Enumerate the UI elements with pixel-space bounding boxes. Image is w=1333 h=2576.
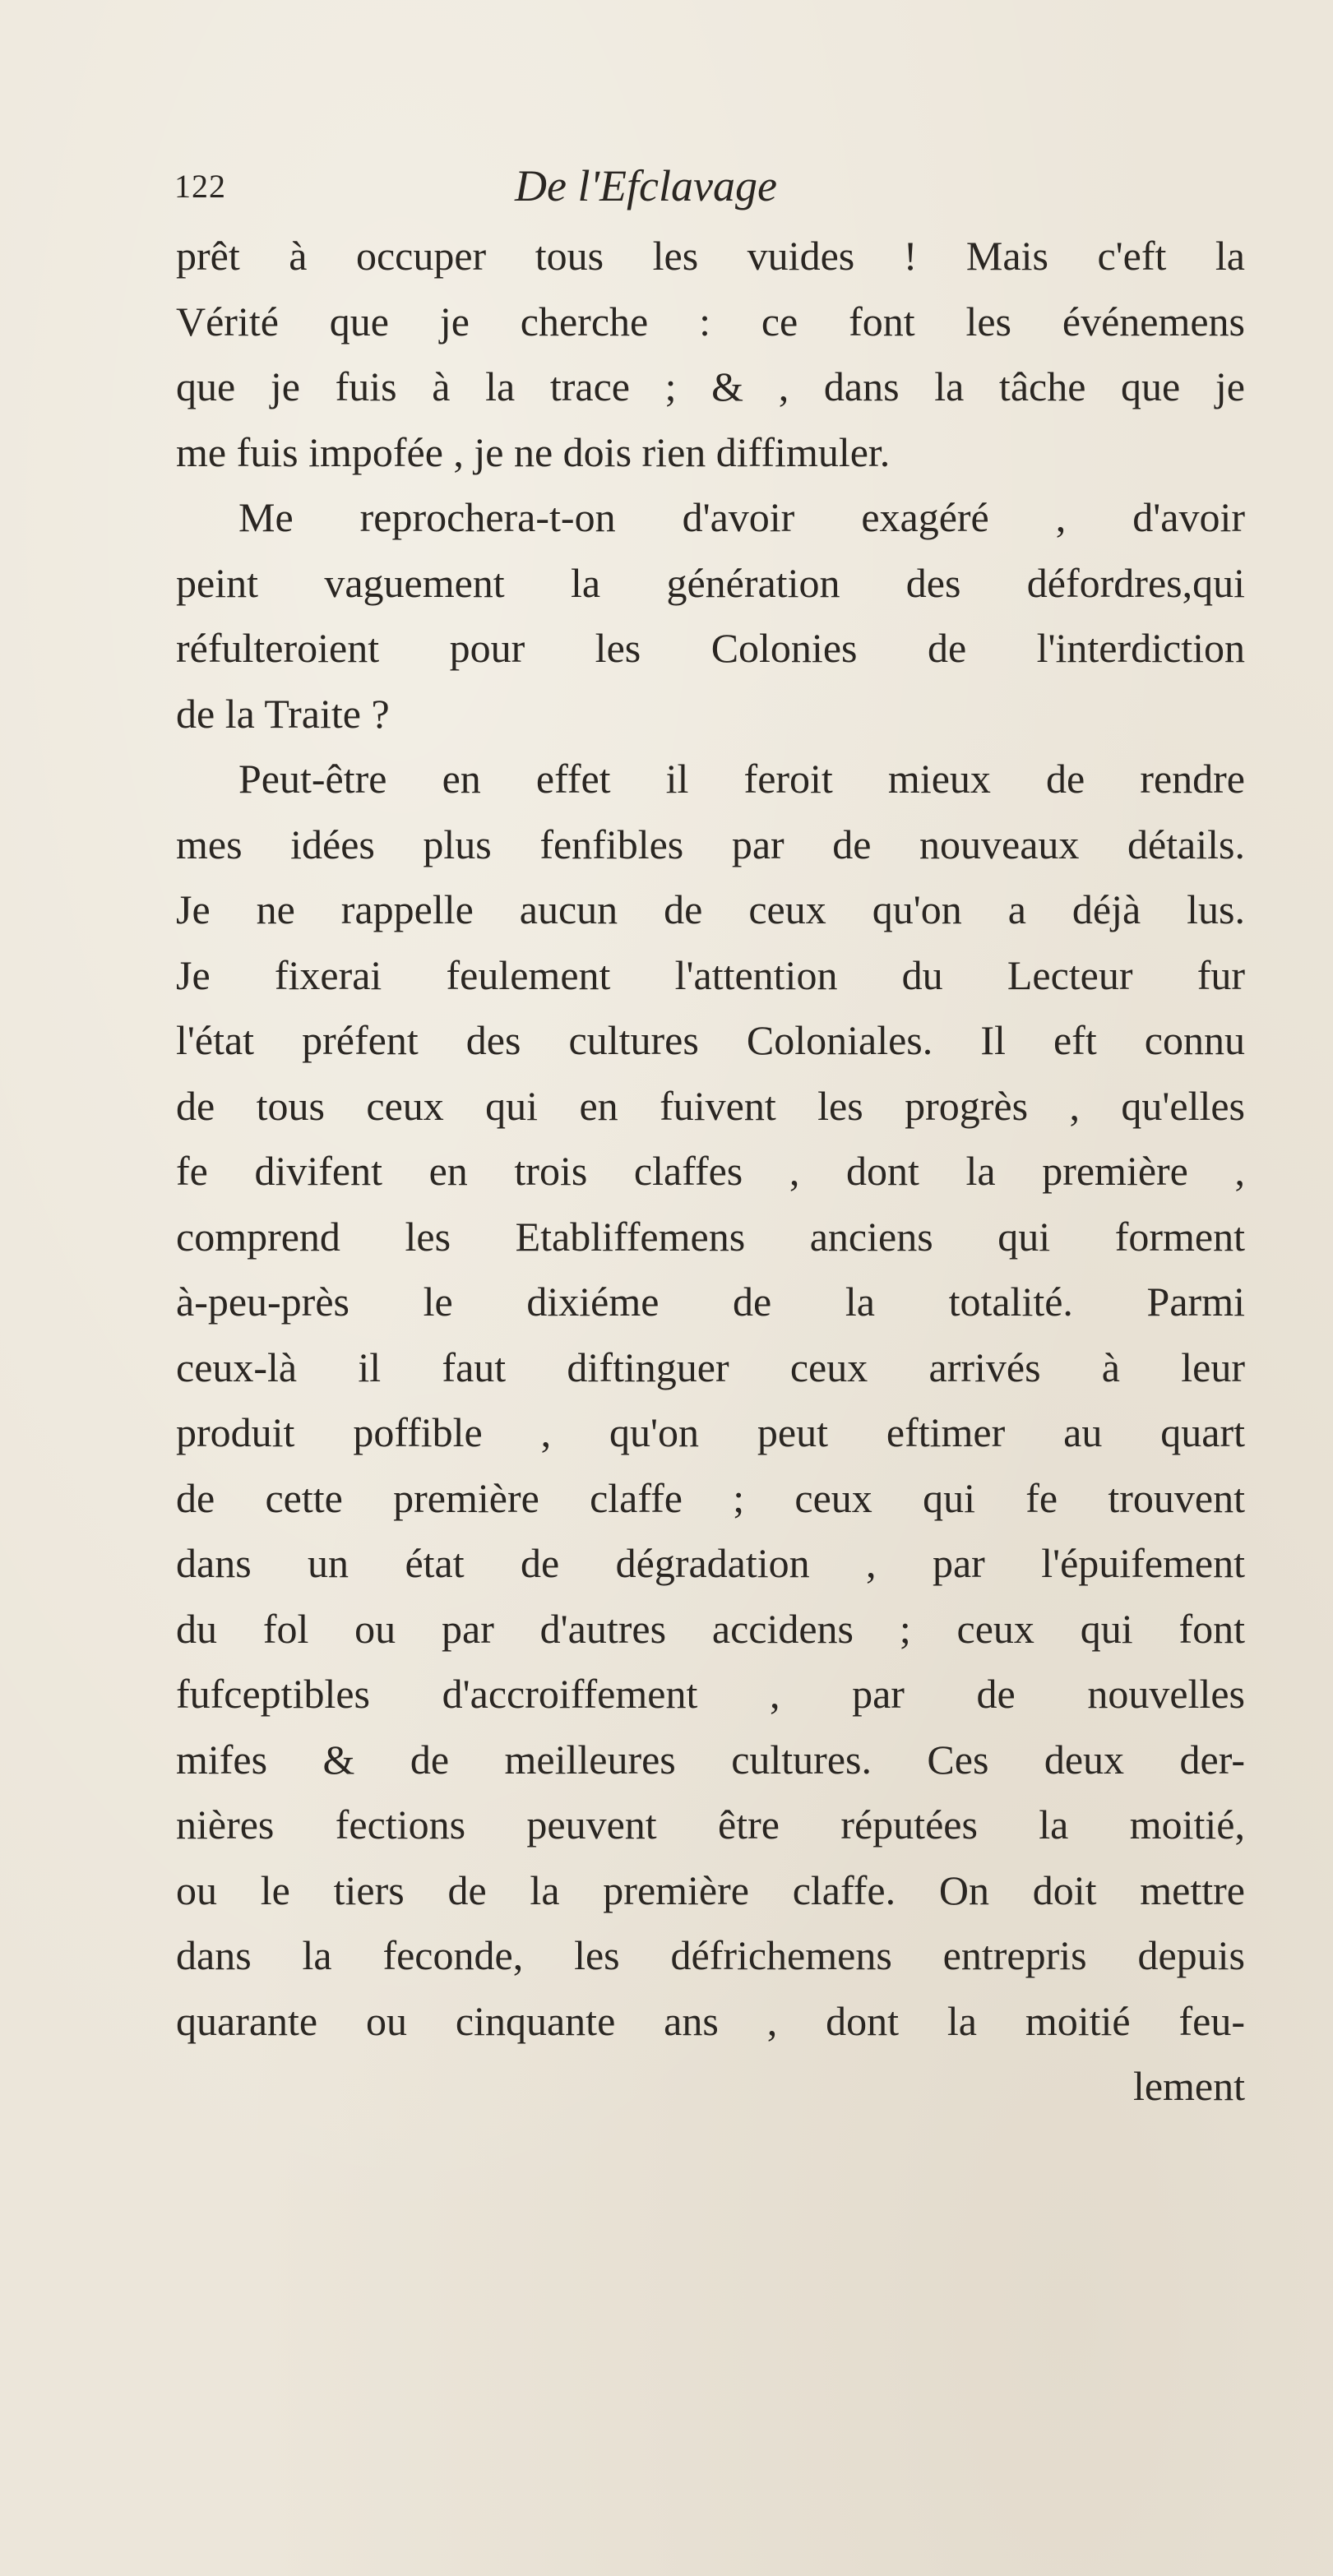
text-line: de cette première claffe ; ceux qui fe trouvent bbox=[176, 1474, 1245, 1521]
text-line: Je ne rappelle aucun de ceux qu'on a déjà lus. bbox=[176, 886, 1245, 932]
text-line: quarante ou cinquante ans , dont la moitié feu- bbox=[176, 1997, 1245, 2044]
text-line: de la Traite ? bbox=[176, 690, 390, 737]
text-line: Vérité que je cherche : ce font les événemens bbox=[176, 298, 1245, 345]
text-line: du fol ou par d'autres accidens ; ceux qui font bbox=[176, 1605, 1245, 1652]
text-line: fe divifent en trois claffes , dont la première , bbox=[176, 1148, 1245, 1194]
text-line: fufceptibles d'accroiffement , par de nouvelles bbox=[176, 1671, 1245, 1717]
text-line: peint vaguement la génération des défordres,qui bbox=[176, 559, 1245, 606]
text-line: Peut-être en effet il feroit mieux de rendre bbox=[238, 756, 1245, 802]
text-line: réfulteroient pour les Colonies de l'interdiction bbox=[176, 625, 1245, 671]
text-line: Me reprochera-t-on d'avoir exagéré , d'avoir bbox=[238, 494, 1245, 540]
text-line: que je fuis à la trace ; & , dans la tâche que je bbox=[176, 363, 1245, 409]
text-line: l'état préfent des cultures Coloniales. Il eft connu bbox=[176, 1017, 1245, 1063]
text-line: dans un état de dégradation , par l'épuifement bbox=[176, 1540, 1245, 1586]
text-line: ceux-là il faut diftinguer ceux arrivés à leur bbox=[176, 1343, 1245, 1390]
text-line: prêt à occuper tous les vuides ! Mais c'eft la bbox=[176, 233, 1245, 279]
text-line: de tous ceux qui en fuivent les progrès , qu'elles bbox=[176, 1082, 1245, 1129]
text-line: Je fixerai feulement l'attention du Lecteur fur bbox=[176, 951, 1245, 998]
body-text bbox=[176, 224, 1245, 2120]
text-line: me fuis impofée , je ne dois rien diffimuler. bbox=[176, 428, 891, 475]
text-line: mifes & de meilleures cultures. Ces deux der- bbox=[176, 1736, 1245, 1783]
text-line: ou le tiers de la première claffe. On doit mettre bbox=[176, 1866, 1245, 1913]
catchword: lement bbox=[1132, 2063, 1245, 2109]
text-line: nières fections peuvent être réputées la moitié, bbox=[176, 1801, 1245, 1848]
running-head-title: De l'Efclavage bbox=[515, 161, 777, 210]
text-line: à-peu-près le dixiéme de la totalité. Parmi bbox=[176, 1279, 1245, 1325]
running-head bbox=[174, 160, 1243, 218]
page-number: 122 bbox=[174, 168, 226, 205]
text-line: produit poffible , qu'on peut eftimer au quart bbox=[176, 1409, 1245, 1455]
text-line: mes idées plus fenfibles par de nouveaux détails. bbox=[176, 821, 1245, 867]
text-line: comprend les Etabliffemens anciens qui forment bbox=[176, 1213, 1245, 1260]
text-line: dans la feconde, les défrichemens entrepris depuis bbox=[176, 1932, 1245, 1978]
